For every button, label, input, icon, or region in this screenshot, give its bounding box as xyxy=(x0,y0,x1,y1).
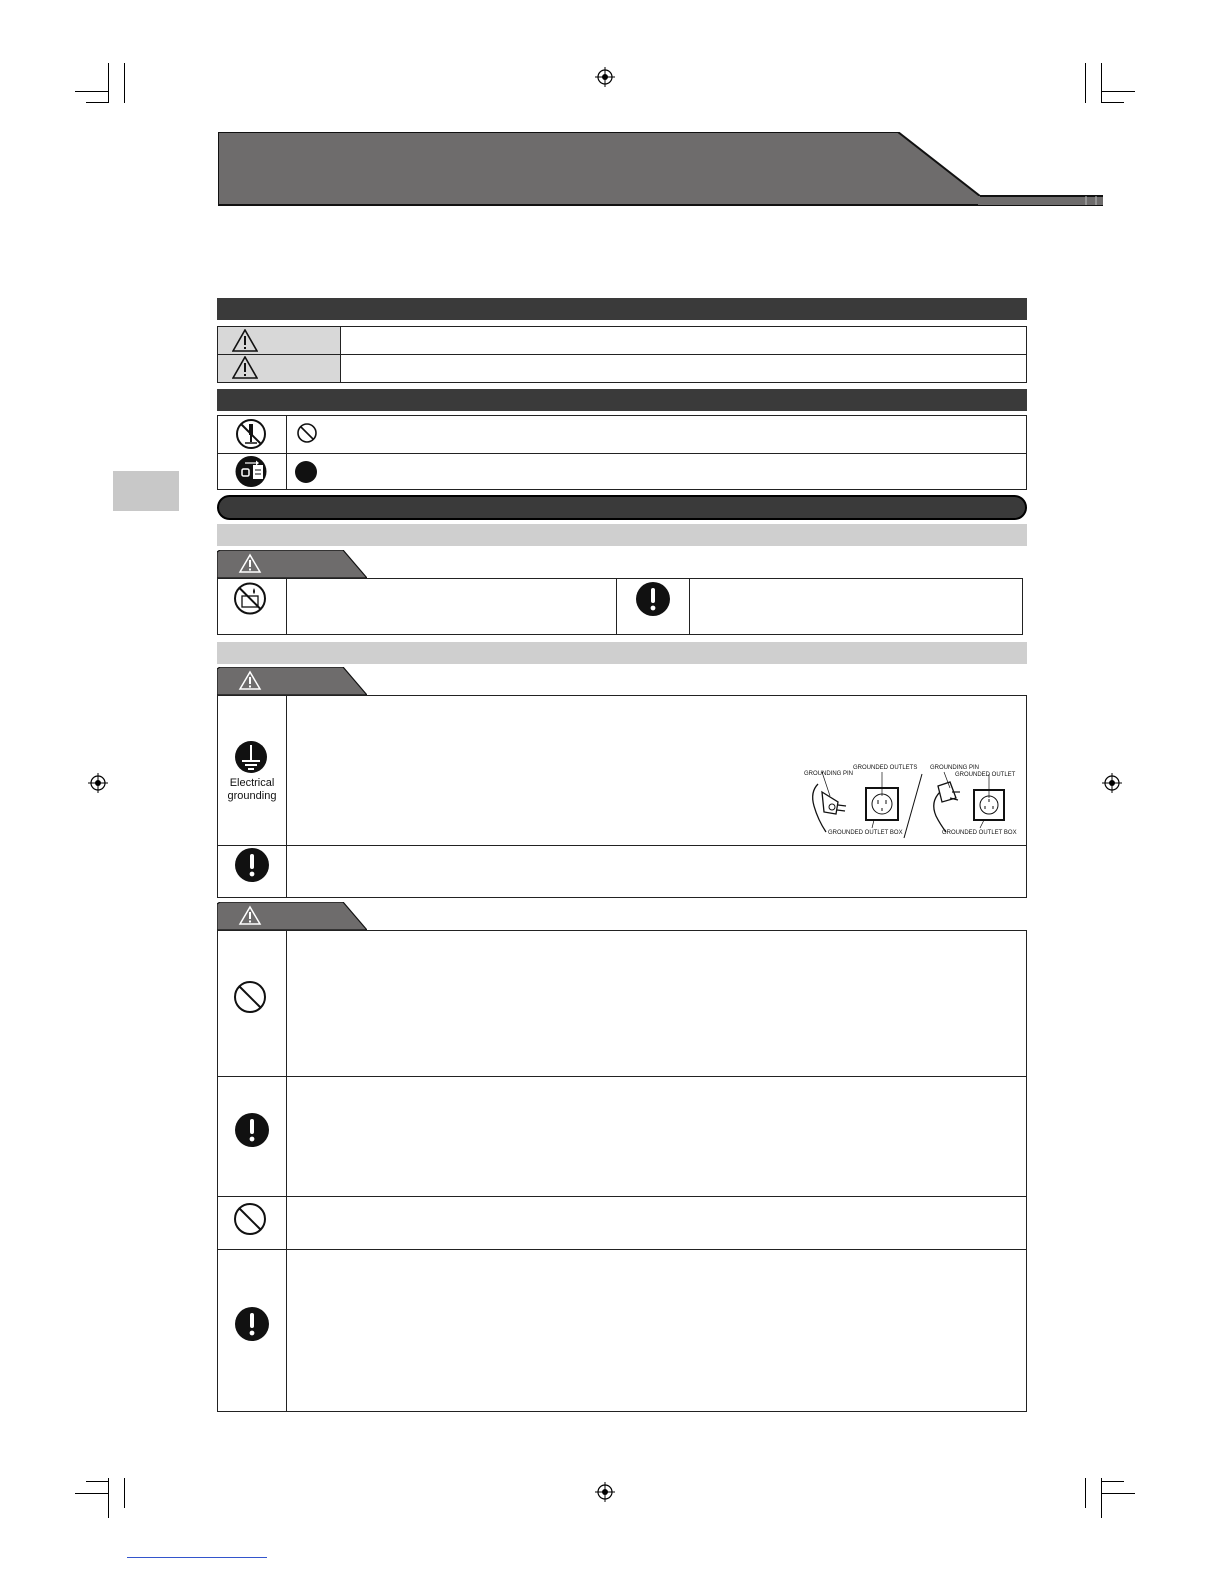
diagram-label-grounding-pin-right: GROUNDING PIN xyxy=(930,765,980,771)
registration-mark-bottom xyxy=(595,1482,615,1502)
footer-link-underline[interactable] xyxy=(127,1557,267,1558)
page-title-banner xyxy=(218,132,1103,207)
subsection-bar-2 xyxy=(217,642,1027,664)
warning-tab-1 xyxy=(217,550,367,578)
subsection-bar-1 xyxy=(217,524,1027,546)
diagram-label-grounded-outlets: GROUNDED OUTLETS xyxy=(853,765,918,771)
warning-table-3 xyxy=(217,930,1027,1412)
exclamation-circle-icon xyxy=(234,847,270,883)
diagram-label-grounded-outlet-box-left: GROUNDED OUTLET BOX xyxy=(828,830,903,836)
electrical-label-line1: Electrical xyxy=(229,777,275,789)
warning-table-1 xyxy=(217,578,1023,635)
warning-triangle-icon xyxy=(232,329,258,352)
symbols-header-bar xyxy=(217,389,1027,411)
prohibited-circle-icon xyxy=(232,979,268,1015)
registration-mark-left xyxy=(88,773,108,793)
electrical-grounding-label xyxy=(222,777,282,803)
registration-mark-top xyxy=(595,67,615,87)
diagram-label-grounded-outlet: GROUNDED OUTLET xyxy=(955,772,1016,778)
safety-precautions-header-pill xyxy=(217,495,1027,520)
instruction-filled-circle-icon xyxy=(294,460,318,484)
caution-triangle-icon xyxy=(232,356,258,379)
no-water-icon xyxy=(233,582,267,615)
exclamation-circle-icon xyxy=(234,1306,270,1342)
warning-tab-2 xyxy=(217,667,367,695)
prohibited-circle-icon xyxy=(296,422,318,444)
registration-mark-right xyxy=(1102,773,1122,793)
exclamation-circle-icon xyxy=(234,1112,270,1148)
warning-tab-3 xyxy=(217,902,367,930)
electrical-label-line2: grounding xyxy=(227,790,277,802)
diagram-label-grounded-outlet-box-right: GROUNDED OUTLET BOX xyxy=(942,830,1017,836)
ground-symbol-icon xyxy=(234,740,268,774)
prohibited-circle-icon xyxy=(232,1201,268,1237)
diagram-label-grounding-pin-left: GROUNDING PIN xyxy=(804,771,854,777)
no-disassemble-icon xyxy=(234,418,268,450)
chapter-side-tab xyxy=(113,471,179,511)
unplug-icon xyxy=(234,455,268,488)
exclamation-circle-icon xyxy=(635,581,671,617)
signal-words-header-bar xyxy=(217,298,1027,320)
